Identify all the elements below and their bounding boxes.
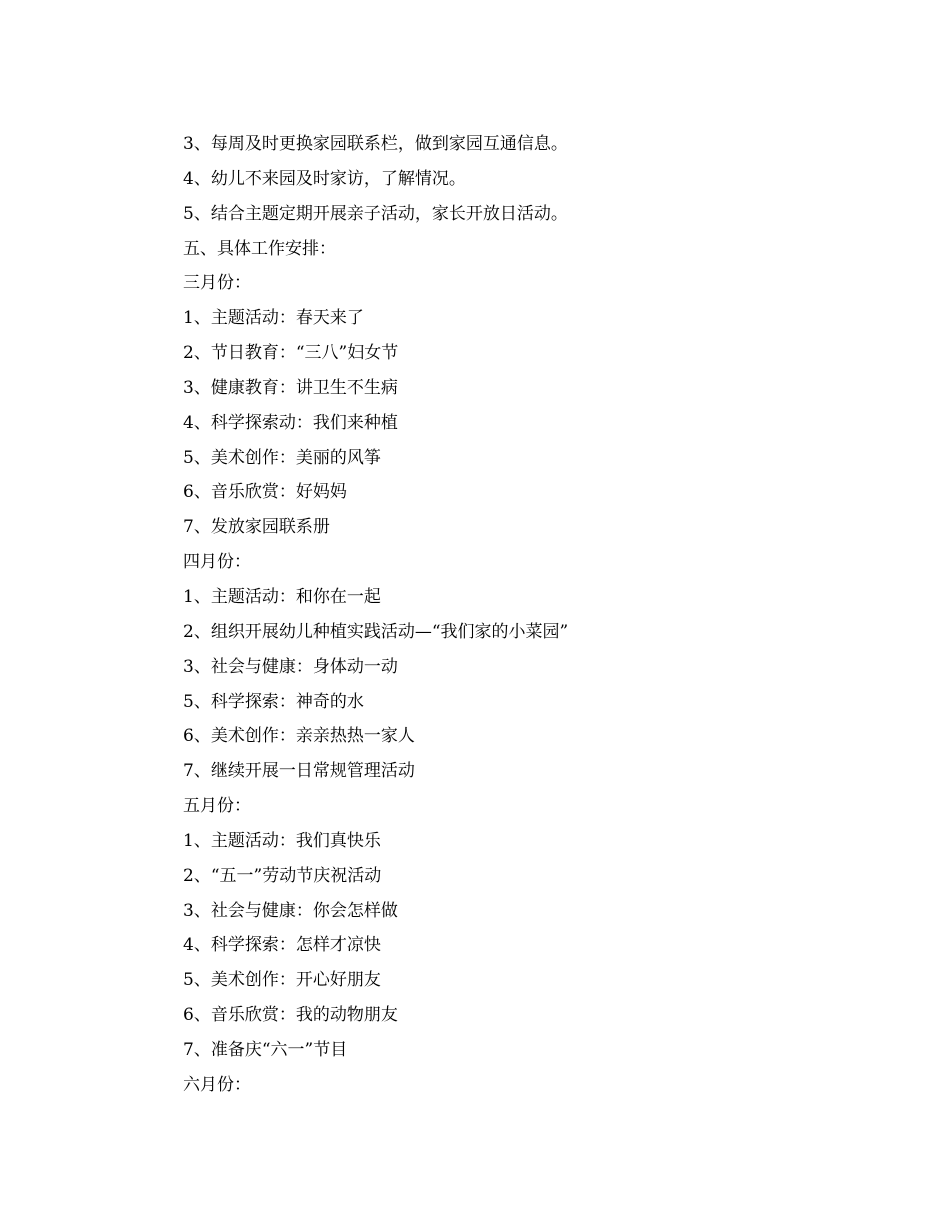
- list-item: 7、准备庆“六一”节目: [183, 1039, 348, 1060]
- list-item: 6、音乐欣赏：好妈妈: [183, 482, 347, 503]
- month-heading: 五月份：: [183, 796, 251, 817]
- list-item: 3、社会与健康：身体动一动: [183, 656, 398, 677]
- list-item: 1、主题活动：我们真快乐: [183, 830, 381, 851]
- list-item: 4、科学探索：怎样才凉快: [183, 935, 381, 956]
- month-heading: 六月份：: [183, 1074, 251, 1095]
- list-item: 6、音乐欣赏：我的动物朋友: [183, 1005, 398, 1026]
- list-item: 7、继续开展一日常规管理活动: [183, 761, 415, 782]
- list-item: 5、科学探索：神奇的水: [183, 691, 364, 712]
- text-line: 3、每周及时更换家园联系栏，做到家园互通信息。: [183, 134, 568, 154]
- list-item: 2、组织开展幼儿种植实践活动—“我们家的小菜园”: [183, 621, 569, 642]
- section-heading: 五、具体工作安排：: [183, 238, 336, 259]
- list-item: 5、美术创作：美丽的风筝: [183, 447, 381, 468]
- list-item: 2、“五一”劳动节庆祝活动: [183, 865, 382, 886]
- month-heading: 四月份：: [183, 552, 251, 573]
- list-item: 1、主题活动：和你在一起: [183, 586, 381, 607]
- text-line: 4、幼儿不来园及时家访，了解情况。: [183, 168, 466, 189]
- list-item: 2、节日教育：“三八”妇女节: [183, 343, 399, 364]
- list-item: 3、社会与健康：你会怎样做: [183, 900, 398, 921]
- list-item: 7、发放家园联系册: [183, 517, 330, 538]
- list-item: 6、美术创作：亲亲热热一家人: [183, 726, 415, 747]
- month-heading: 三月份：: [183, 273, 251, 294]
- list-item: 1、主题活动：春天来了: [183, 308, 364, 329]
- list-item: 4、科学探索动：我们来种植: [183, 412, 398, 433]
- list-item: 5、美术创作：开心好朋友: [183, 970, 381, 991]
- document-body: [183, 127, 883, 1103]
- list-item: 3、健康教育：讲卫生不生病: [183, 377, 398, 398]
- text-line: 5、结合主题定期开展亲子活动，家长开放日活动。: [183, 203, 568, 224]
